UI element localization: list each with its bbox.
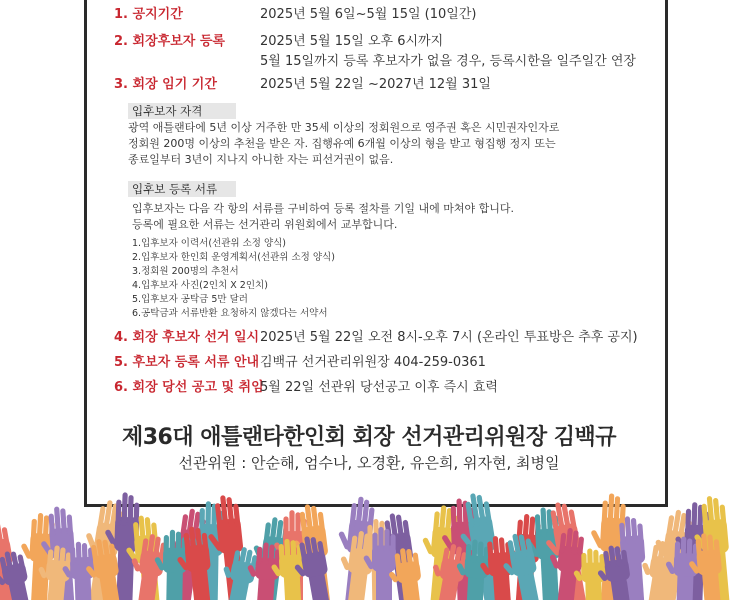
schedule-label: 4. 회장 후보자 선거 일시 [114,330,260,345]
list-item: 6.공탁금과 서류반환 요청하지 않겠다는 서약서 [132,308,328,319]
schedule-label: 1. 공지기간 [114,7,183,22]
schedule-value: 2025년 5월 15일 오후 6시까지 [260,34,444,49]
committee-signature: 제36대 애틀랜타한인회 회장 선거관리위원장 김백규 [121,425,617,450]
schedule-label: 3. 회장 임기 기간 [114,77,217,92]
documents-intro: 입후보자는 다음 각 항의 서류를 구비하여 등록 절차를 기일 내에 마쳐야 합니다. 등록에 필요한 서류는 선거관리 위원회에서 교부합니다. [132,202,514,231]
list-item: 1.입후보자 이력서(선관위 소정 양식) [132,238,287,249]
schedule-value: 5월 22일 선관위 당선공고 이후 즉시 효력 [260,380,498,395]
documents-list [132,237,335,321]
schedule-value-note: 5월 15일까지 등록 후보자가 없을 경우, 등록시한을 일주일간 연장 [260,54,636,69]
schedule-value: 2025년 5월 22일 ~2027년 12월 31일 [260,77,491,92]
qualification-heading: 입후보자 자격 [128,103,236,119]
qualification-text: 광역 애틀랜타에 5년 이상 거주한 만 35세 이상의 정회원으로 영주권 혹은 시민권자인자로 정회원 200명 이상의 추천을 받은 자. 집행유예 6개월 이상의 형을 받고 형집행 정지 또는 종료일부터 3년이 지나지 아니한 자는 피선거권이 없음. [128,121,560,166]
schedule-label: 2. 회장후보자 등록 [114,34,225,49]
schedule-value: 2025년 5월 22일 오전 8시-오후 7시 (온라인 투표방은 추후 공지) [260,330,638,345]
schedule-label: 6. 회장 당선 공고 및 취임 [114,380,264,395]
schedule-value: 김백규 선거관리위원장 404-259-0361 [260,355,486,370]
raised-hands-illustration [0,478,738,600]
schedule-label: 5. 후보자 등록 서류 안내 [114,355,260,370]
committee-members: 선관위원 : 안순해, 엄수나, 오경환, 유은희, 위자현, 최병일 [178,454,560,472]
documents-heading: 입후보 등록 서류 [128,181,236,197]
list-item: 5.입후보자 공탁금 5만 달러 [132,294,248,305]
list-item: 2.입후보자 한인회 운영계획서(선관위 소정 양식) [132,252,335,263]
list-item: 4.입후보자 사진(2인치 X 2인치) [132,280,268,291]
list-item: 3.정회원 200명의 추천서 [132,266,239,277]
schedule-value: 2025년 5월 6일~5월 15일 (10일간) [260,7,477,22]
